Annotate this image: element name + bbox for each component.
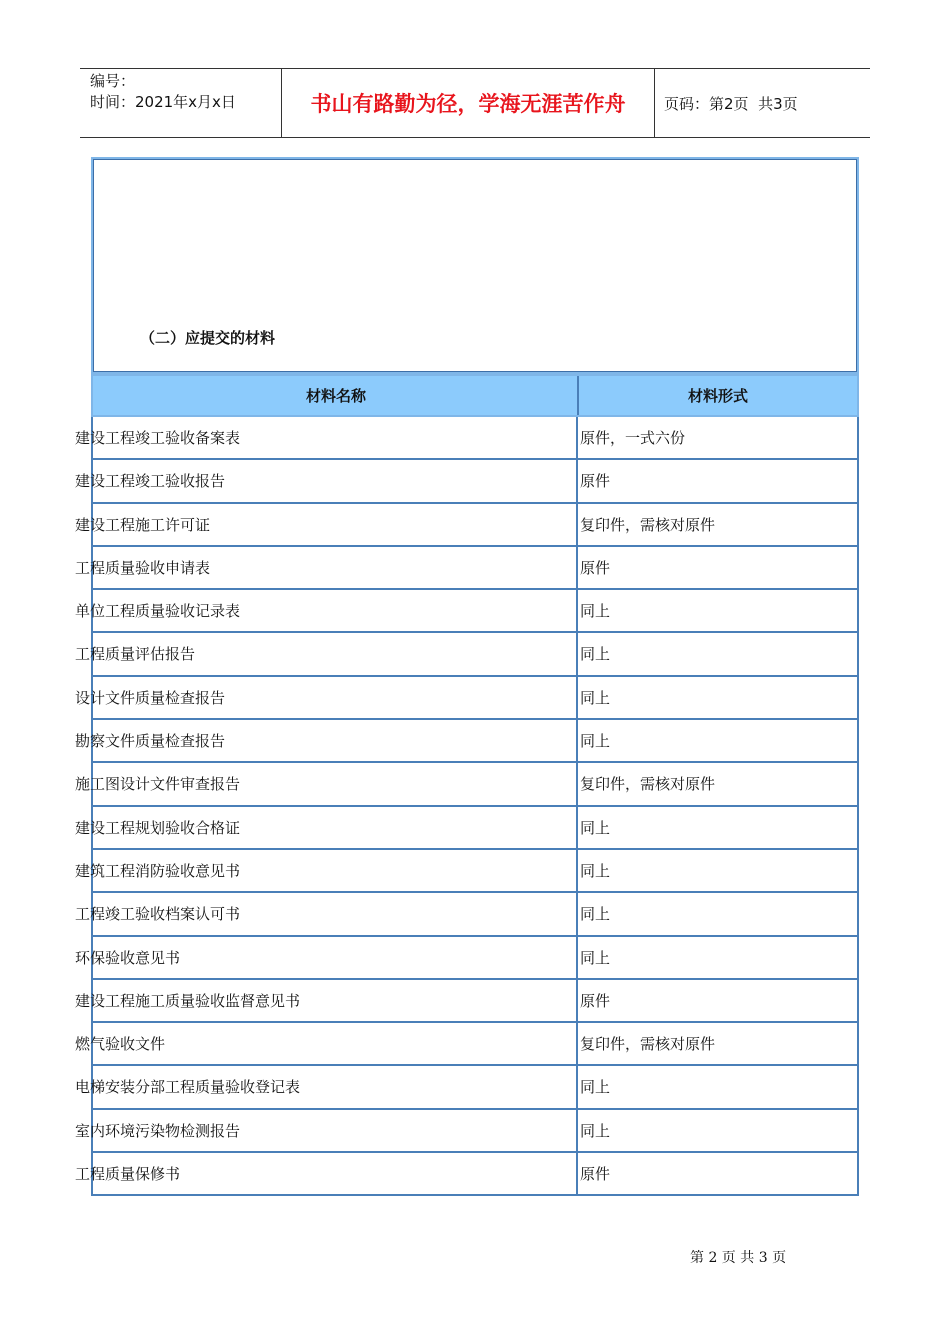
column-divider bbox=[576, 980, 578, 1023]
material-form-cell: 同上 bbox=[580, 602, 611, 621]
material-form-cell: 同上 bbox=[580, 645, 611, 664]
table-row bbox=[75, 980, 859, 1023]
column-divider bbox=[576, 504, 578, 547]
table-row bbox=[75, 417, 859, 460]
table-row bbox=[75, 504, 859, 547]
row-right-border bbox=[857, 1110, 859, 1153]
material-name-cell: 建设工程竣工验收报告 bbox=[75, 472, 226, 491]
column-divider bbox=[576, 677, 578, 720]
material-name-cell: 电梯安装分部工程质量验收登记表 bbox=[75, 1078, 301, 1097]
material-form-cell: 复印件，需核对原件 bbox=[580, 775, 716, 794]
document-number-label: 编号： bbox=[90, 72, 136, 90]
document-date: 时间：2021年x月x日 bbox=[90, 93, 236, 111]
row-right-border bbox=[857, 980, 859, 1023]
material-name-cell: 建设工程施工质量验收监督意见书 bbox=[75, 991, 301, 1010]
column-divider bbox=[576, 1023, 578, 1066]
material-form-cell: 同上 bbox=[580, 1078, 611, 1097]
table-row bbox=[75, 720, 859, 763]
table-row bbox=[75, 1153, 859, 1196]
column-header-material-name: 材料名称 bbox=[305, 387, 366, 405]
material-form-cell: 同上 bbox=[580, 905, 611, 924]
table-row bbox=[75, 547, 859, 590]
column-divider bbox=[576, 1066, 578, 1109]
material-form-cell: 同上 bbox=[580, 688, 611, 707]
content-frame bbox=[91, 157, 859, 374]
page-footer: 第 2 页 共 3 页 bbox=[690, 1250, 787, 1266]
material-name-cell: 室内环境污染物检测报告 bbox=[75, 1121, 241, 1140]
material-form-cell: 原件 bbox=[580, 472, 611, 491]
table-row bbox=[75, 460, 859, 503]
column-divider bbox=[576, 590, 578, 633]
column-divider bbox=[576, 633, 578, 676]
material-name-cell: 施工图设计文件审查报告 bbox=[75, 775, 241, 794]
row-right-border bbox=[857, 677, 859, 720]
material-form-cell: 原件 bbox=[580, 1165, 611, 1184]
table-row bbox=[75, 850, 859, 893]
row-right-border bbox=[857, 590, 859, 633]
section-title: （二）应提交的材料 bbox=[140, 329, 276, 347]
column-divider bbox=[576, 720, 578, 763]
row-right-border bbox=[857, 937, 859, 980]
table-row bbox=[75, 893, 859, 936]
column-header-material-form: 材料形式 bbox=[687, 387, 748, 405]
table-row bbox=[75, 1023, 859, 1066]
material-name-cell: 工程竣工验收档案认可书 bbox=[75, 905, 241, 924]
row-right-border bbox=[857, 633, 859, 676]
header-page-info bbox=[664, 69, 798, 137]
row-right-border bbox=[857, 763, 859, 806]
material-name-cell: 工程质量评估报告 bbox=[75, 645, 196, 664]
material-form-cell: 复印件，需核对原件 bbox=[580, 1035, 716, 1054]
material-form-cell: 同上 bbox=[580, 732, 611, 751]
material-form-cell: 原件，一式六份 bbox=[580, 429, 686, 447]
column-divider bbox=[576, 547, 578, 590]
column-divider bbox=[576, 1110, 578, 1153]
table-row bbox=[75, 677, 859, 720]
column-divider bbox=[576, 937, 578, 980]
table-row bbox=[75, 1110, 859, 1153]
row-right-border bbox=[857, 1153, 859, 1196]
material-form-cell: 原件 bbox=[580, 991, 611, 1010]
material-name-cell: 建设工程规划验收合格证 bbox=[75, 818, 241, 837]
row-right-border bbox=[857, 460, 859, 503]
material-name-cell: 勘察文件质量检查报告 bbox=[75, 732, 226, 751]
header-meta bbox=[90, 71, 236, 113]
row-right-border bbox=[857, 850, 859, 893]
column-divider bbox=[576, 460, 578, 503]
column-divider bbox=[576, 807, 578, 850]
column-divider bbox=[576, 893, 578, 936]
row-right-border bbox=[857, 504, 859, 547]
table-row bbox=[75, 763, 859, 806]
material-name-cell: 单位工程质量验收记录表 bbox=[75, 602, 241, 621]
row-right-border bbox=[857, 893, 859, 936]
material-name-cell: 建设工程竣工验收备案表 bbox=[75, 429, 241, 447]
material-form-cell: 同上 bbox=[580, 1121, 611, 1140]
row-right-border bbox=[857, 1023, 859, 1066]
header-motto: 书山有路勤为径，学海无涯苦作舟 bbox=[310, 92, 626, 116]
material-form-cell: 原件 bbox=[580, 558, 611, 577]
materials-table bbox=[75, 374, 859, 1196]
row-right-border bbox=[857, 720, 859, 763]
material-name-cell: 工程质量保修书 bbox=[75, 1165, 181, 1184]
material-name-cell: 建筑工程消防验收意见书 bbox=[75, 861, 241, 880]
header-page-info-text: 页码：第2页 共3页 bbox=[664, 94, 798, 113]
material-name-cell: 设计文件质量检查报告 bbox=[75, 688, 226, 707]
material-name-cell: 建设工程施工许可证 bbox=[75, 515, 211, 534]
row-divider bbox=[91, 1194, 859, 1196]
row-right-border bbox=[857, 1066, 859, 1109]
row-right-border bbox=[857, 807, 859, 850]
table-row bbox=[75, 937, 859, 980]
row-right-border bbox=[857, 547, 859, 590]
row-right-border bbox=[857, 417, 859, 460]
material-form-cell: 同上 bbox=[580, 861, 611, 880]
header-divider bbox=[654, 69, 655, 137]
table-row bbox=[75, 633, 859, 676]
table-row bbox=[75, 807, 859, 850]
material-form-cell: 复印件，需核对原件 bbox=[580, 515, 716, 534]
table-body bbox=[75, 417, 859, 1196]
column-divider bbox=[576, 417, 578, 460]
column-divider bbox=[576, 763, 578, 806]
column-divider bbox=[576, 1153, 578, 1196]
page-header bbox=[80, 68, 870, 138]
table-row bbox=[75, 1066, 859, 1109]
column-divider bbox=[576, 850, 578, 893]
material-form-cell: 同上 bbox=[580, 818, 611, 837]
material-name-cell: 环保验收意见书 bbox=[75, 948, 181, 967]
table-row bbox=[75, 590, 859, 633]
table-header-row bbox=[91, 374, 859, 417]
material-form-cell: 同上 bbox=[580, 948, 611, 967]
material-name-cell: 燃气验收文件 bbox=[75, 1035, 166, 1054]
material-name-cell: 工程质量验收申请表 bbox=[75, 558, 211, 577]
